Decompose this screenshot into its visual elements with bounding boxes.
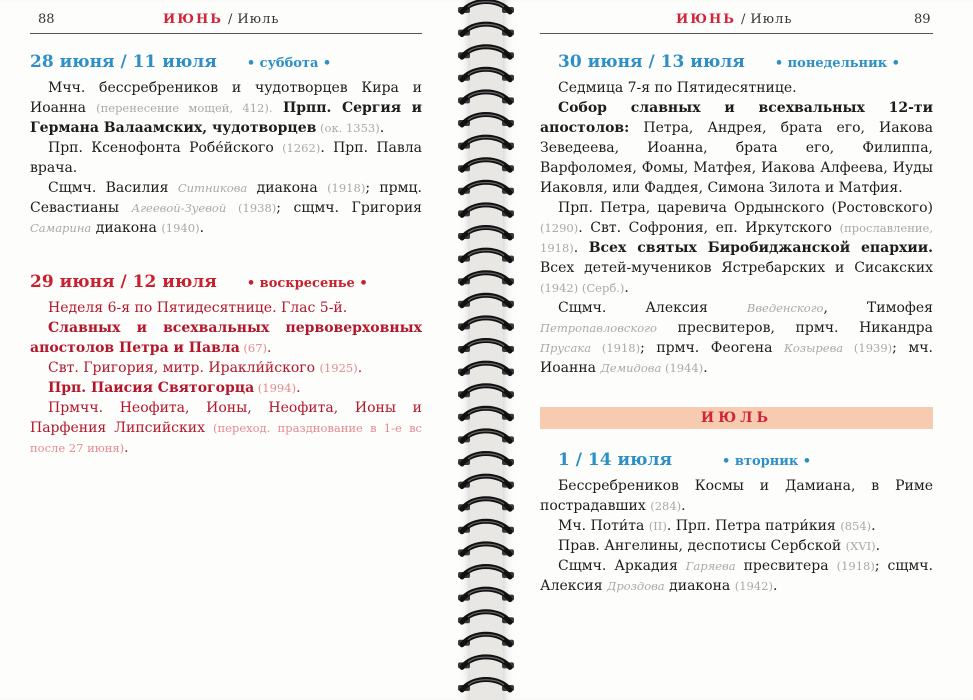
- spiral-coil: [458, 137, 514, 149]
- commemoration-paragraph: Мч. Поти́та (II). Прп. Петра патри́кия (854).: [558, 518, 876, 534]
- commemoration-paragraph: Сщмч. Аркадия Гаряева пресвитера (1918); сщмч. Алексия Дроздова диакона (1942).: [540, 558, 934, 594]
- left-header-rule: [30, 33, 422, 34]
- spiral-coil: [458, 24, 514, 35]
- commemoration-paragraph: Славных и всехвальных первоверховных апостолов Петра и Павла (67).: [30, 320, 422, 356]
- spiral-coil: [458, 612, 514, 624]
- commemoration-paragraph: Свт. Григория, митр. Иракли́йского (1925).: [48, 360, 363, 376]
- spiral-coil: [458, 634, 514, 646]
- left-section-june-28: [30, 52, 422, 238]
- header-next-month: Июль: [750, 12, 793, 27]
- spiral-coil: [458, 115, 514, 127]
- spiral-coil: [458, 47, 514, 59]
- commemoration-paragraph: Бессребреников Космы и Дамиана, в Риме пострадавших (284).: [540, 478, 933, 514]
- commemoration-paragraph: Прп. Ксенофонта Робе́йского (1262). Прп. Павла врача.: [30, 140, 422, 176]
- commemoration-paragraph: Сщмч. Василия Ситникова диакона (1918); прмц. Севастианы Агеевой-Зуевой (1938); сщмч. Григория Самарина диакона (1940).: [30, 180, 422, 236]
- header-next-month: Июль: [237, 12, 280, 27]
- right-page-number: 89: [914, 12, 931, 27]
- day-heading: 28 июня / 11 июля • суббота •: [30, 52, 332, 72]
- commemoration-paragraph: Мчч. бессребреников и чудотворцев Кира и Иоанна (перенесение мощей, 412). Прпп. Сергия и Германа Валаамских, чудотворцев (ок. 1353).: [30, 80, 422, 136]
- month-divider-bar: ИЮЛЬ: [540, 407, 933, 429]
- commemoration-paragraph: Прмчч. Неофита, Ионы, Неофита, Ионы и Парфения Липсийских (переход. празднование в 1-е вс после 27 июня).: [30, 400, 422, 456]
- spiral-coil: [458, 160, 514, 172]
- weekday-label: • вторник •: [722, 454, 812, 469]
- spiral-coil: [458, 521, 514, 533]
- commemoration-paragraph: Прп. Паисия Святогорца (1994).: [48, 380, 301, 396]
- commemoration-paragraph: Собор славных и всехвальных 12-ти апостолов: Петра, Андрея, брата его, Иакова Зеведеева, Иоанна, брата его, Филиппа, Варфоломея, Фомы, Матфея, Иакова Алфеева, Иуды Иаковля, или Фаддея, Симона Зилота и Матфия.: [540, 100, 933, 196]
- commemoration-paragraph: Прав. Ангелины, деспотисы Сербской (XVI).: [558, 538, 881, 554]
- spiral-coil: [458, 228, 514, 240]
- day-heading: 1 / 14 июля • вторник •: [558, 450, 812, 470]
- spiral-coil: [458, 386, 514, 398]
- commemoration-paragraph: Сщмч. Алексия Введенского, Тимофея Петропавловского пресвитеров, прмч. Никандра Прусака (1918); прмч. Феогена Козырева (1939); мч. Иоанна Демидова (1944).: [540, 300, 934, 376]
- spiral-coil: [458, 454, 514, 466]
- commemoration-paragraph: Неделя 6-я по Пятидесятнице. Глас 5-й.: [48, 300, 348, 316]
- spiral-coil: [458, 499, 514, 511]
- spiral-coil: [458, 544, 514, 556]
- right-header-rule: [540, 33, 933, 34]
- commemoration-paragraph: Прп. Петра, царевича Ордынского (Ростовского) (1290). Свт. Софрония, еп. Иркутского (прославление, 1918). Всех святых Биробиджанской епархии. Всех детей-мучеников Ястребарских и Сисакских (1942) (Серб.).: [540, 200, 933, 296]
- spiral-coil: [458, 205, 514, 217]
- spiral-binding: [456, 0, 516, 700]
- spiral-coil: [458, 295, 514, 307]
- spiral-coil: [458, 341, 514, 353]
- left-running-header: ИЮНЬ / Июль: [163, 12, 280, 27]
- spiral-coil: [458, 680, 514, 692]
- spiral-coil: [458, 69, 514, 81]
- spiral-coil: [458, 363, 514, 375]
- commemoration-paragraph: Седмица 7-я по Пятидесятнице.: [558, 80, 797, 96]
- day-heading: 29 июня / 12 июля • воскресенье •: [30, 272, 368, 292]
- spiral-coil: [458, 476, 514, 488]
- spiral-coil: [458, 92, 514, 104]
- spiral-coil: [458, 567, 514, 579]
- spiral-coil: [458, 657, 514, 669]
- header-month: ИЮНЬ: [676, 12, 737, 27]
- right-section-june-30: [540, 52, 933, 378]
- spiral-coil: [458, 408, 514, 420]
- spiral-coil: [458, 2, 514, 14]
- weekday-label: • понедельник •: [774, 56, 900, 71]
- spiral-coil: [458, 273, 514, 285]
- weekday-label: • воскресенье •: [246, 276, 368, 291]
- left-page-number: 88: [38, 12, 55, 27]
- spiral-coil: [458, 182, 514, 194]
- spiral-coil: [458, 589, 514, 601]
- left-section-june-29: [30, 272, 422, 458]
- weekday-label: • суббота •: [246, 56, 332, 71]
- spiral-coil: [458, 250, 514, 262]
- right-section-july-1: [540, 450, 933, 596]
- spiral-coil: [458, 431, 514, 443]
- day-heading: 30 июня / 13 июля • понедельник •: [558, 52, 900, 72]
- header-month: ИЮНЬ: [163, 12, 224, 27]
- spiral-coil: [458, 318, 514, 330]
- right-running-header: ИЮНЬ / Июль: [676, 12, 793, 27]
